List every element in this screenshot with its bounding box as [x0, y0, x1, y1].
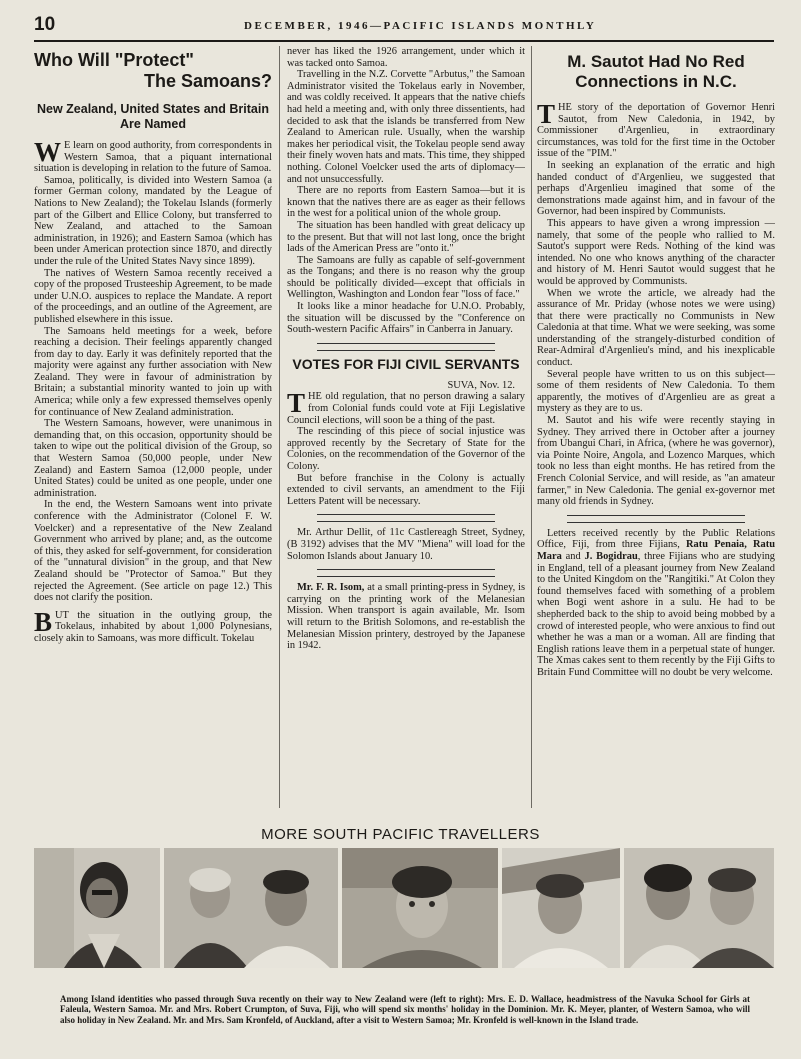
paragraph: The Samoans are fully as capable of self-government as the Tongans; and there is no reason why the group should be politically divided—except that officials in Wellington, Washington and London fear "loss of face.": [287, 254, 525, 301]
paragraph: This appears to have given a wrong impression — namely, that some of the people who rallied to M. Sautot's support were Reds. Nothing of the kind was intended. No one who knows anything of the character and history of M. Henri Sautot would suggest that he would be approved by Communists.: [537, 217, 775, 287]
photo-portrait: [34, 848, 160, 968]
paragraph: When we wrote the article, we already had the assurance of Mr. Priday (whose notes we were using) that there were practically no Communists in New Caledonia at that time. What we were seeking, was some understanding of the strangely-disturbed condition of Rear-Admiral d'Argenlieu's mind, and his inexplicable conduct.: [537, 287, 775, 369]
paragraph: never has liked the 1926 arrangement, under which it was tacked onto Samoa.: [287, 46, 525, 69]
photo-strip: [34, 848, 774, 968]
photo-caption: Among Island identities who passed through Suva recently on their way to New Zealand were (left to right): Mrs. E. D. Wallace, headmistress of the Navuka School for Girls at Faleula, Western Samoa. Mr. and Mrs. Robert Crumpton, of Suva, Fiji, who will spend six months' holiday in the Dominion. Mr. K. Meyer, planter, of Western Samoa, who will also holiday in New Zealand. Mr. and Mrs. Sam Kronfeld, of Auckland, after a visit to Western Samoa; Mr. Kronfeld is well-known in the Island trade.: [60, 994, 750, 1025]
dateline: SUVA, Nov. 12.: [447, 379, 515, 391]
brief-fijians: Letters received recently by the Public Relations Office, Fiji, from three Fijians, Ratu Penaia, Ratu Mara and J. Bogidrau, three Fijians who are studying in England, tell of a pleasant journey from New Zealand to the United Kingdom on the "Rangitiki." At Colon they found themselves faced with something of a problem when Bogi went ashore in a sulu. He had to be shepherded back to the ship to avoid being mobbed by a crowd of interested people, who were anxious to find out whether he was a man or a woman. All are finding that English rations leave them in a perpetual state of hunger. The Xmas cakes sent to them recently by the Fiji Gifts to Britain Fund Committee will no doubt be very welcome.: [537, 527, 775, 678]
paragraph: The natives of Western Samoa recently received a copy of the proposed Trusteeship Agreement, to be made under U.N.O. auspices to replace the Mandate. A report of the proceedings, and an outline of the Agreement, are published elsewhere in this issue.: [34, 267, 272, 325]
drop-cap: T: [537, 99, 556, 129]
section-rule: [567, 515, 745, 523]
section-rule: [317, 343, 495, 351]
column-1: [34, 46, 272, 806]
drop-cap: B: [34, 606, 53, 637]
article-subtitle: New Zealand, United States and Britain Are Named: [37, 102, 269, 131]
page-header: [34, 14, 774, 42]
article-title-sautot: M. Sautot Had No Red Connections in N.C.: [567, 52, 745, 91]
title-line-2: The Samoans?: [143, 71, 272, 91]
paragraph: THE old regulation, that no person drawing a salary from Colonial funds could vote at Fiji Legislative Council elections, will soon be a thing of the past.: [287, 388, 525, 426]
section-rule: [317, 569, 495, 577]
article-title-samoans: [34, 50, 272, 92]
photo-portrait: [342, 848, 498, 968]
brief-isom: Mr. F. R. Isom, at a small printing-press in Sydney, is carrying on the printing work of the Melanesian Mission. When transport is again available, Mr. Isom will return to the British Solomons, and re-establish the Melanesian Mission printery, destroyed by the Japanese in 1942.: [287, 582, 525, 652]
paragraph: The Samoans held meetings for a week, before reaching a decision. Their feelings apparently changed from day to day. Early it was definitely reported that the majority were against any further association with New Zealand. They were in favour of administration by Britain; a substantial minority wanted to join up with America; while only a few expressed themselves openly for continuance of New Zealand administration.: [34, 325, 272, 418]
column-divider: [279, 46, 280, 808]
brief-dellit: Mr. Arthur Dellit, of 11c Castlereagh Street, Sydney, (B 3192) advises that the MV "Miena" will load for the Solomon Islands about January 10.: [287, 527, 525, 562]
drop-cap: W: [34, 137, 61, 167]
photo-strip-title: MORE SOUTH PACIFIC TRAVELLERS: [261, 826, 540, 843]
paragraph: The rescinding of this piece of social injustice was approved recently by the Secretary of State for the Colonies, on the recommendation of the Governor of the Colony.: [287, 426, 525, 472]
paragraph: Travelling in the N.Z. Corvette "Arbutus," the Samoan Administrator visited the Tokelaus early in November, and was coldly received. It appears that the native chiefs had held a meeting and, with only three dissentients, had decided to ask that the islands be transferred from New Zealand to American rule. Usually, when the warship makes her periodical visit, the Tokelau people send away their finely woven hats and mats. This time, they shipped nothing. Colonel Voelcker used the arts of diplomacy—and not unsuccessfully.: [287, 69, 525, 185]
column-3: [537, 46, 775, 806]
paragraph: W E learn on good authority, from correspondents in Western Samoa, that a piquant international situation is developing in relation to the future of Samoa.: [34, 137, 272, 175]
paragraph: M. Sautot and his wife were recently staying in Sydney. They arrived there in October after a journey from Ubangui Chari, in Africa, (where he was governor), via Pointe Noire, Angola, and Lozenco Marques, which took no less than eight months. He has retired from the French Colonial Service, and will reside, as "an amateur farmer," in New Caledonia. The genial ex-governor met many old friends in Sydney.: [537, 415, 775, 508]
section-rule: [317, 514, 495, 522]
photo-portrait: [502, 848, 620, 968]
column-divider: [531, 46, 532, 808]
paragraph: Samoa, politically, is divided into Western Samoa (a former German colony, mandated by the League of Nations to New Zealand); the Tokelau Islands (formerly part of the Gilbert and Ellice Colony, but transferred to New Zealand, and attached to the Samoan administration, in 1926); and Eastern Samoa (which has been under American protection since 1870, and directly under the rule of the United States Navy since 1899).: [34, 174, 272, 267]
page-number: 10: [34, 14, 56, 35]
article-title-fiji-votes: VOTES FOR FIJI CIVIL SERVANTS: [292, 355, 520, 372]
paragraph: The Western Samoans, however, were unanimous in demanding that, on this occasion, opportunity should be taken to wipe out the political division of the Group, so that Western Samoa (50,000 people, under New Zealand) and Eastern Samoa (12,000 people, under United States) could be united as one people, under one administration.: [34, 418, 272, 499]
paragraph: The situation has been handled with great delicacy up to the present. But that will not last long, once the bright lads of the American Press are "onto it.": [287, 219, 525, 255]
paragraph: THE story of the deportation of Governor Henri Sautot, from New Caledonia, in 1942, by Commissioner d'Argenlieu, in extraordinary circumstances, was told for the first time in the October issue of the "PIM.": [537, 99, 775, 160]
paragraph: There are no reports from Eastern Samoa—but it is known that the natives there are as eager as their fellows in the west for a political union of the whole group.: [287, 185, 525, 220]
paragraph: In the end, the Western Samoans went into private conference with the Administrator (Colonel F. W. Voelcker) and a representative of the New Zealand Government who arrived by plane; and, as the outcome of this, they asked for self-government, for consideration of the "unnatural division" in the group, and that New Zealand should be "Protector of Samoa." But they rejected the Agreement. (See article on page 12.) This does not clarify the position.: [34, 499, 272, 604]
drop-cap: T: [287, 388, 306, 419]
paragraph: Several people have written to us on this subject—some of them residents of New Caledonia. To them apparently, the motives of d'Argenlieu are as great a mystery as they are to us.: [537, 368, 775, 415]
running-head: DECEMBER, 1946—PACIFIC ISLANDS MONTHLY: [244, 20, 597, 32]
photo-portrait: [624, 848, 774, 968]
column-2: [287, 46, 525, 806]
paragraph: In seeking an explanation of the erratic and high handed conduct of d'Argenlieu, we suggested that perhaps d'Argenlieu imagined that some of the demonstrations made against him, and in favour of the Governor, had been inspired by Communists.: [537, 159, 775, 218]
paragraph: But before franchise in the Colony is actually extended to civil servants, an amendment to the Fiji Letters Patent will be necessary.: [287, 472, 525, 507]
photo-portrait: [164, 848, 338, 968]
title-line-1: Who Will "Protect": [34, 50, 194, 70]
paragraph: BUT the situation in the outlying group, the Tokelaus, inhabited by about 1,000 Polynesians, closely akin to Samoans, was more difficult. Tokelau: [34, 606, 272, 644]
paragraph: It looks like a minor headache for U.N.O. Probably, the situation will be discussed by the "Conference on South-western Pacific Affairs" in Canberra in January.: [287, 301, 525, 336]
